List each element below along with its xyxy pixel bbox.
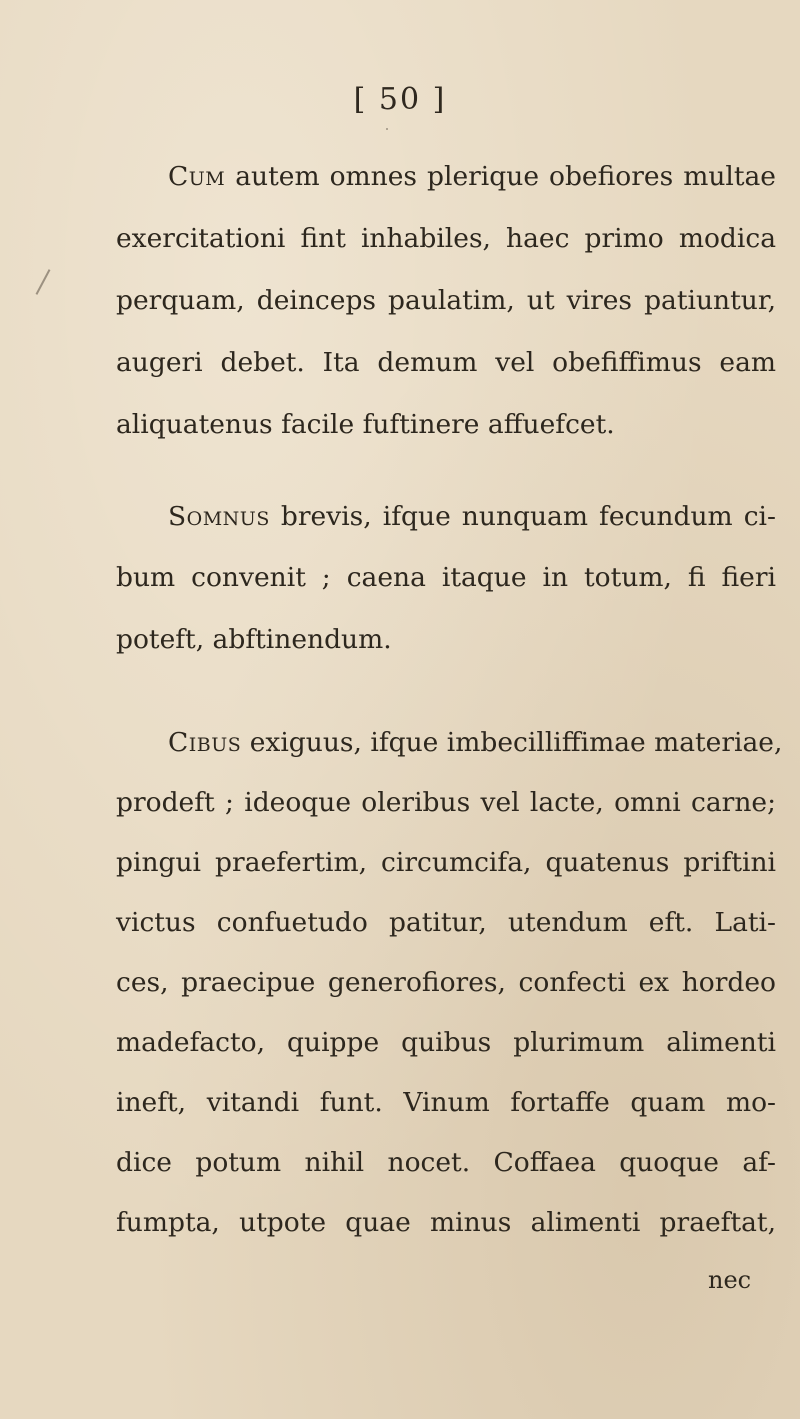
paragraph-3-lead: Cibus — [168, 727, 242, 758]
paragraph-1-line-2: exercitationi fint inhabiles, haec primo modica — [116, 223, 776, 254]
paragraph-1-line-4: augeri debet. Ita demum vel obefiffimus eam — [116, 347, 776, 378]
show-through-text — [148, 446, 174, 471]
paragraph-3-line-6: madefacto, quippe quibus plurimum alimenti — [116, 1027, 776, 1058]
paragraph-2-line-3: poteft, abftinendum. — [116, 624, 392, 655]
paragraph-3-line-4: victus confuetudo patitur, utendum eft. Lati- — [116, 907, 776, 938]
paragraph-1-line-5: aliquatenus facile fuftinere affuefcet. — [116, 409, 615, 440]
paragraph-3-line-2: prodeft ; ideoque oleribus vel lacte, omni carne; — [116, 787, 776, 818]
paragraph-3-line-5: ces, praecipue generofiores, confecti ex hordeo — [116, 967, 776, 998]
paragraph-3-line-8: dice potum nihil nocet. Coffaea quoque af- — [116, 1147, 776, 1178]
page-number: [ 50 ] — [353, 82, 447, 117]
paragraph-2-line-2: bum convenit ; caena itaque in totum, fi fieri — [116, 562, 776, 593]
paragraph-3-line-3: pingui praefertim, circumcifa, quatenus priftini — [116, 847, 776, 878]
paragraph-2-line-1: Somnus brevis, ifque nunquam fecundum ci- — [168, 501, 776, 532]
paragraph-3-line-1: Cibus exiguus, ifque imbecilliffimae materiae, — [168, 727, 783, 758]
paragraph-1-line-1: Cum autem omnes plerique obefiores multae — [168, 161, 776, 192]
ink-speck — [386, 128, 388, 130]
catchword: nec — [708, 1266, 752, 1294]
paragraph-2-lead: Somnus — [168, 501, 270, 532]
paragraph-3-line-9: fumpta, utpote quae minus alimenti praeftat, — [116, 1207, 776, 1238]
paragraph-1-lead: Cum — [168, 161, 226, 192]
paragraph-3-line-7: ineft, vitandi funt. Vinum fortaffe quam mo- — [116, 1087, 776, 1118]
paragraph-1-line-3: perquam, deinceps paulatim, ut vires patiuntur, — [116, 285, 776, 316]
margin-pen-mark — [36, 269, 51, 295]
